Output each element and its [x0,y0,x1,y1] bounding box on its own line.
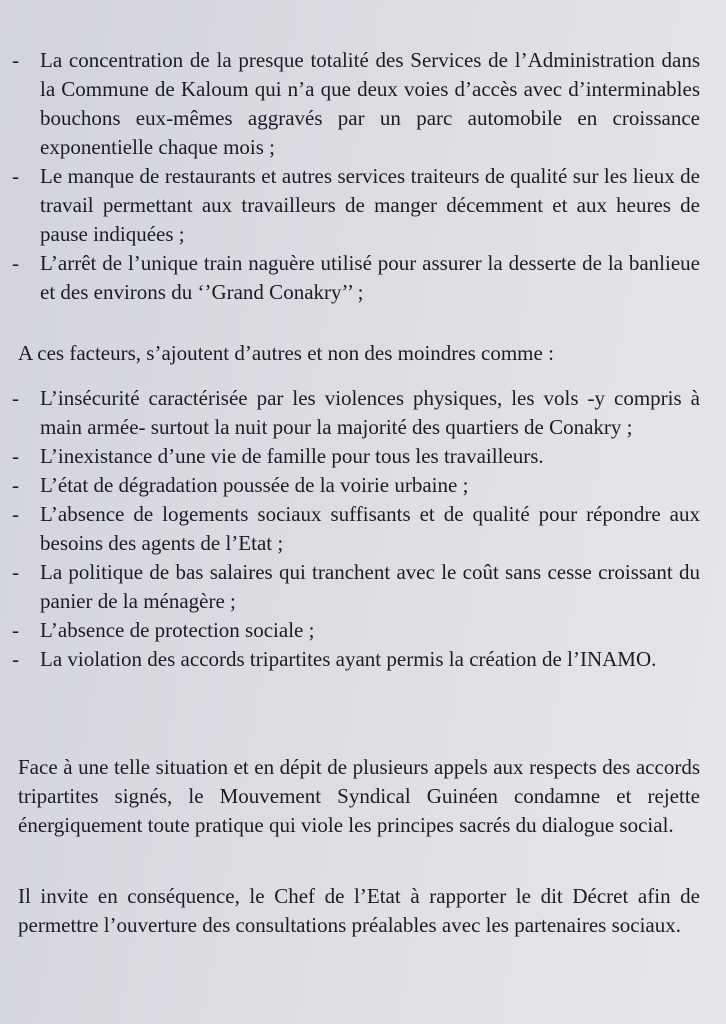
list-dash: - [12,618,19,642]
list-dash: - [12,251,19,275]
list-item-text: L’inexistance d’une vie de famille pour tous les travailleurs. [40,444,544,468]
list-item-text: L’état de dégradation poussée de la voirie urbaine ; [40,473,469,497]
list-item [0,442,726,471]
list-dash: - [12,164,19,188]
list-item-text: Le manque de restaurants et autres services traiteurs de qualité sur les lieux de travail permettant aux travailleurs de manger décemment et aux heures de pause indiquées ; [40,164,700,246]
bullet-list-primary [0,46,726,307]
list-dash: - [12,48,19,72]
list-dash: - [12,444,19,468]
list-item [0,471,726,500]
list-item [0,500,726,558]
list-dash: - [12,560,19,584]
list-item [0,46,726,162]
list-item [0,249,726,307]
list-item-text: L’absence de protection sociale ; [40,618,315,642]
list-item [0,162,726,249]
bullet-list-secondary [0,384,726,674]
list-dash: - [12,502,19,526]
intro-sentence: A ces facteurs, s’ajoutent d’autres et non des moindres comme : [18,341,554,365]
list-item-text: L’arrêt de l’unique train naguère utilisé pour assurer la desserte de la banlieue et des environs du ‘’Grand Conakry’’ ; [40,251,700,304]
list-item-text: La violation des accords tripartites ayant permis la création de l’INAMO. [40,647,657,671]
list-dash: - [12,473,19,497]
list-item-text: L’insécurité caractérisée par les violences physiques, les vols -y compris à main armée- surtout la nuit pour la majorité des quartiers de Conakry ; [40,386,700,439]
paragraph-situation: Face à une telle situation et en dépit de plusieurs appels aux respects des accords tripartites signés, le Mouvement Syndical Guinéen condamne et rejette énergiquement toute pratique qui viole les principes sacrés du dialogue social. [18,755,700,837]
list-item-text: La concentration de la presque totalité des Services de l’Administration dans la Commune de Kaloum qui n’a que deux voies d’accès avec d’interminables bouchons eux-mêmes aggravés par un parc automobile en croissance exponentielle chaque mois ; [40,48,700,159]
list-item [0,558,726,616]
list-item-text: La politique de bas salaires qui tranchent avec le coût sans cesse croissant du panier de la ménagère ; [40,560,700,613]
list-item-text: L’absence de logements sociaux suffisants et de qualité pour répondre aux besoins des agents de l’Etat ; [40,502,700,555]
list-item [0,616,726,645]
paragraph-invitation: Il invite en conséquence, le Chef de l’Etat à rapporter le dit Décret afin de permettre l’ouverture des consultations préalables avec les partenaires sociaux. [18,884,700,937]
list-dash: - [12,386,19,410]
list-item [0,384,726,442]
list-item [0,645,726,674]
list-dash: - [12,647,19,671]
